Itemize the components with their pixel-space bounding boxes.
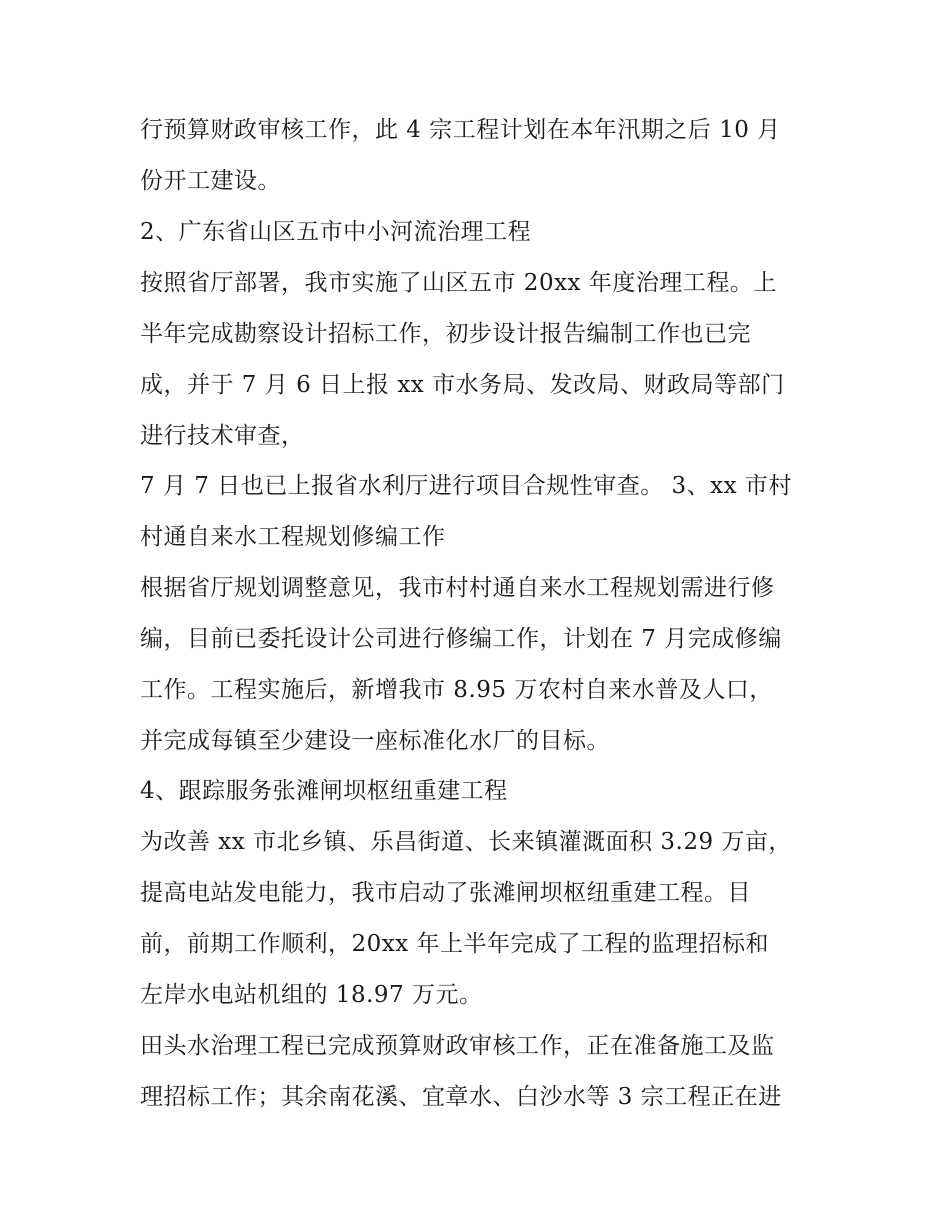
text-line: 按照省厅部署，我市实施了山区五市 20xx 年度治理工程。上	[140, 270, 777, 296]
text-line: 7 月 7 日也已上报省水利厅进行项目合规性审查。 3、xx 市村	[140, 473, 792, 499]
text-line: 编，目前已委托设计公司进行修编工作，计划在 7 月完成修编	[140, 626, 782, 652]
text-line: 理招标工作；其余南花溪、宜章水、白沙水等 3 宗工程正在进	[140, 1084, 782, 1110]
section-heading: 2、广东省山区五市中小河流治理工程	[140, 219, 532, 245]
text-line: 份开工建设。	[140, 168, 281, 194]
text-line: 村通自来水工程规划修编工作	[140, 524, 446, 550]
text-line: 根据省厅规划调整意见，我市村村通自来水工程规划需进行修	[140, 575, 775, 601]
text-line: 左岸水电站机组的 18.97 万元。	[140, 982, 483, 1008]
text-line: 进行技术审查，	[140, 423, 305, 449]
text-line: 田头水治理工程已完成预算财政审核工作，正在准备施工及监	[140, 1033, 775, 1059]
text-line: 前，前期工作顺利，20xx 年上半年完成了工程的监理招标和	[140, 931, 770, 957]
text-line: 行预算财政审核工作，此 4 宗工程计划在本年汛期之后 10 月	[140, 117, 781, 143]
text-line: 并完成每镇至少建设一座标准化水厂的目标。	[140, 728, 610, 754]
text-line: 工作。工程实施后，新增我市 8.95 万农村自来水普及人口，	[140, 677, 773, 703]
text-line: 为改善 xx 市北乡镇、乐昌街道、长来镇灌溉面积 3.29 万亩，	[140, 829, 792, 855]
text-line: 提高电站发电能力，我市启动了张滩闸坝枢纽重建工程。目	[140, 880, 751, 906]
text-line: 半年完成勘察设计招标工作，初步设计报告编制工作也已完	[140, 321, 751, 347]
section-heading: 4、跟踪服务张滩闸坝枢纽重建工程	[140, 778, 508, 804]
text-line: 成，并于 7 月 6 日上报 xx 市水务局、发改局、财政局等部门	[140, 372, 785, 398]
